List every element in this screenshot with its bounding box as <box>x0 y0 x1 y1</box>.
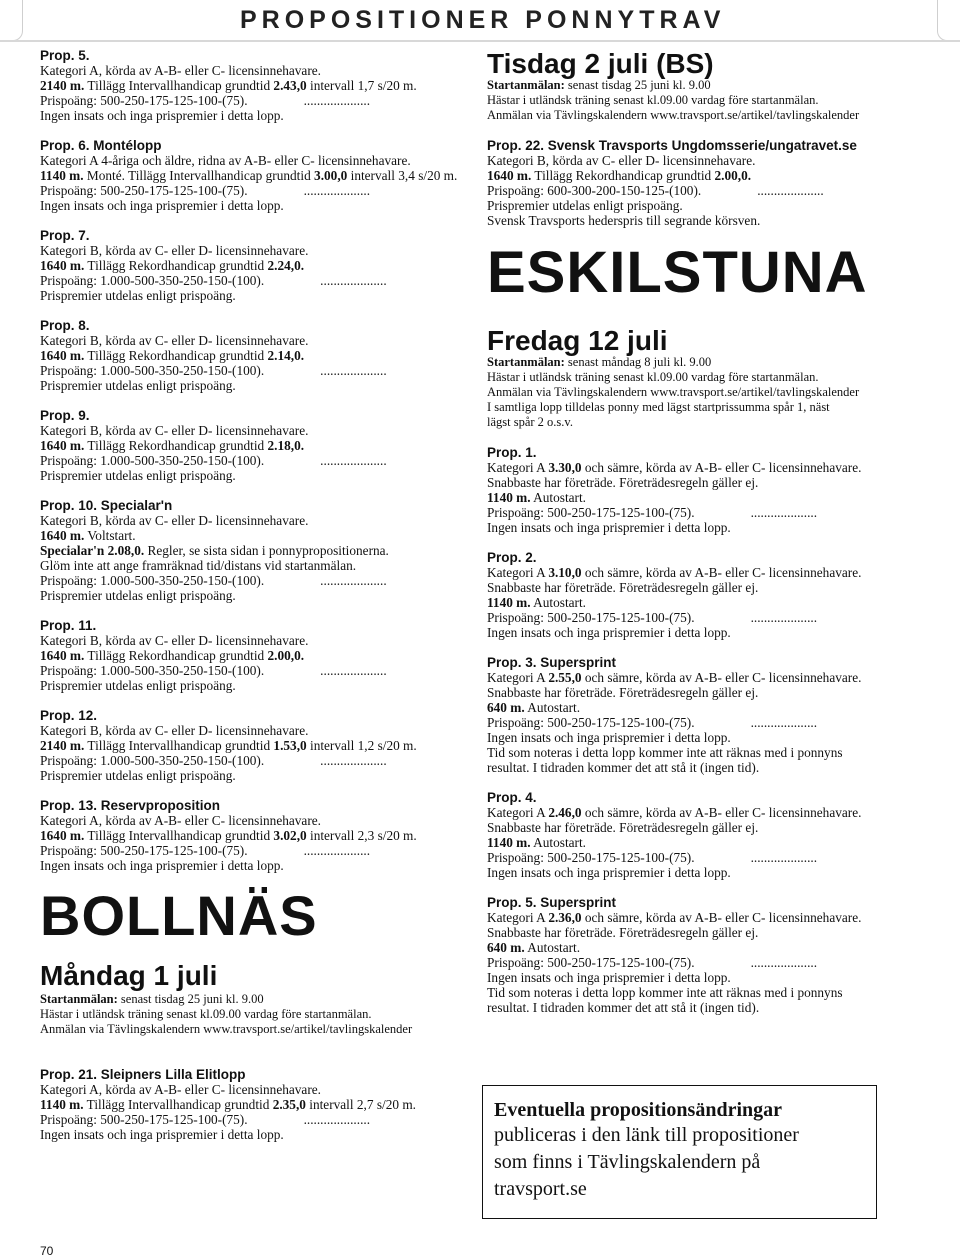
prop-line: Prispremier utdelas enligt prispoäng. <box>40 768 236 783</box>
prop-line: Prispremier utdelas enligt prispoäng. <box>40 678 236 693</box>
dots-leader: .................... <box>320 753 387 768</box>
prop-line: Kategori B, körda av C- eller D- licensinnehavare. <box>40 333 309 348</box>
city-heading-eskilstuna: ESKILSTUNA <box>487 240 868 305</box>
prop-line: Prispremier utdelas enligt prispoäng. <box>40 588 236 603</box>
prop-line: Kategori B, körda av C- eller D- licensinnehavare. <box>40 513 309 528</box>
prop-line: Kategori A 3.30,0 och sämre, körda av A-B- eller C- licensinnehavare. <box>487 460 862 475</box>
info-line: lägst spår 2 o.s.v. <box>487 415 573 429</box>
prop-line: Snabbaste har företräde. Företrädesregeln gäller ej. <box>487 820 759 835</box>
prop-line: Prispoäng: 500-250-175-125-100-(75). .................... <box>40 1112 371 1127</box>
right-race-info-1 <box>487 78 927 123</box>
prop-line: Kategori B, körda av C- eller D- licensinnehavare. <box>40 633 309 648</box>
left-race-info <box>40 992 460 1037</box>
info-line: Startanmälan: senast tisdag 25 juni kl. 9.00 <box>487 78 711 92</box>
prop-line: Ingen insats och inga prispremier i detta lopp. <box>40 198 284 213</box>
prop-title: Prop. 9. <box>40 408 90 423</box>
prop-line: Prispoäng: 600-300-200-150-125-(100). .................... <box>487 183 824 198</box>
notice-line: som finns i Tävlingskalendern på <box>494 1151 761 1173</box>
city-heading-bollnas: BOLLNÄS <box>40 884 318 947</box>
info-line: Startanmälan: senast måndag 8 juli kl. 9.00 <box>487 355 712 369</box>
prop-line: Ingen insats och inga prispremier i detta lopp. <box>487 865 731 880</box>
proposition <box>487 790 927 880</box>
prop-line: Snabbaste har företräde. Företrädesregeln gäller ej. <box>487 685 759 700</box>
proposition <box>40 408 460 483</box>
prop-line: 1640 m. Voltstart. <box>40 528 136 543</box>
prop-line: 1640 m. Tillägg Intervallhandicap grundtid 3.02,0 intervall 2,3 s/20 m. <box>40 828 417 843</box>
prop-line: Ingen insats och inga prispremier i detta lopp. <box>487 520 731 535</box>
notice-title: Eventuella propositionsändringar <box>494 1099 783 1121</box>
dots-leader: .................... <box>750 715 818 730</box>
prop-line: 640 m. Autostart. <box>487 700 581 715</box>
prop-line: Prispoäng: 1.000-500-350-250-150-(100). .................... <box>40 663 387 678</box>
prop-line: Kategori A 2.55,0 och sämre, körda av A-B- eller C- licensinnehavare. <box>487 670 862 685</box>
proposition <box>40 618 460 693</box>
prop-line: 1140 m. Tillägg Intervallhandicap grundtid 2.35,0 intervall 2,7 s/20 m. <box>40 1097 416 1112</box>
info-line: Hästar i utländsk träning senast kl.09.00 vardag före startanmälan. <box>487 370 819 384</box>
prop-line: Specialar'n 2.08,0. Regler, se sista sidan i ponnypropositionerna. <box>40 543 389 558</box>
prop-line: Prispoäng: 500-250-175-125-100-(75). .................... <box>40 843 371 858</box>
right-propositions <box>487 445 927 1015</box>
proposition <box>487 445 927 535</box>
prop-title: Prop. 2. <box>487 550 537 565</box>
prop-line: Kategori A 3.10,0 och sämre, körda av A-B- eller C- licensinnehavare. <box>487 565 862 580</box>
prop-line: Prispoäng: 500-250-175-125-100-(75). .................... <box>487 850 818 865</box>
dots-leader: .................... <box>303 1112 371 1127</box>
prop-title: Prop. 8. <box>40 318 90 333</box>
prop-line: Prispoäng: 1.000-500-350-250-150-(100). .................... <box>40 573 387 588</box>
prop-line: Snabbaste har företräde. Företrädesregeln gäller ej. <box>487 925 759 940</box>
prop-line: Ingen insats och inga prispremier i detta lopp. <box>487 730 731 745</box>
prop-line: resultat. I tidraden kommer det att stå it (ingen tid). <box>487 1000 760 1015</box>
prop-title: Prop. 22. Svensk Travsports Ungdomsserie/ungatravet.se <box>487 138 857 153</box>
info-line: Anmälan via Tävlingskalendern www.travsport.se/artikel/tavlingskalender <box>487 108 860 122</box>
prop-line: Prispoäng: 1.000-500-350-250-150-(100). .................... <box>40 363 387 378</box>
proposition <box>487 895 927 1015</box>
prop-21 <box>40 1067 460 1142</box>
prop-line: Prispoäng: 500-250-175-125-100-(75). .................... <box>40 93 371 108</box>
proposition <box>40 48 460 123</box>
prop-line: 1140 m. Monté. Tillägg Intervallhandicap grundtid 3.00,0 intervall 3,4 s/20 m. <box>40 168 458 183</box>
info-line: I samtliga lopp tilldelas ponny med lägst startprissumma spår 1, näst <box>487 400 830 414</box>
right-column <box>487 48 927 1030</box>
info-start-text: senast tisdag 25 juni kl. 9.00 <box>120 992 264 1006</box>
dots-leader: .................... <box>303 183 371 198</box>
prop-line: 1140 m. Autostart. <box>487 490 586 505</box>
day-heading-fredag: Fredag 12 juli <box>487 325 668 356</box>
prop-line: 2140 m. Tillägg Intervallhandicap grundtid 1.53,0 intervall 1,2 s/20 m. <box>40 738 417 753</box>
prop-title: Prop. 5. <box>40 48 90 63</box>
prop-line: Prispoäng: 500-250-175-125-100-(75). .................... <box>40 183 371 198</box>
dots-leader: .................... <box>750 955 818 970</box>
prop-line: Kategori A 2.36,0 och sämre, körda av A-B- eller C- licensinnehavare. <box>487 910 862 925</box>
prop-22 <box>487 138 927 228</box>
prop-line: Ingen insats och inga prispremier i detta lopp. <box>487 625 731 640</box>
header-corner-right <box>937 0 960 41</box>
prop-title: Prop. 7. <box>40 228 90 243</box>
prop-line: Prispremier utdelas enligt prispoäng. <box>40 378 236 393</box>
prop-line: Kategori B, körda av C- eller D- licensinnehavare. <box>40 243 309 258</box>
proposition <box>487 550 927 640</box>
prop-line: Kategori B, körda av C- eller D- licensinnehavare. <box>40 723 309 738</box>
prop-line: Ingen insats och inga prispremier i detta lopp. <box>40 108 284 123</box>
prop-line: Tid som noteras i detta lopp kommer inte att räknas med i ponnyns <box>487 985 843 1000</box>
prop-line: Kategori A 4-åriga och äldre, ridna av A-B- eller C- licensinnehavare. <box>40 153 411 168</box>
prop-line: 640 m. Autostart. <box>487 940 581 955</box>
prop-line: 2140 m. Tillägg Intervallhandicap grundtid 2.43,0 intervall 1,7 s/20 m. <box>40 78 417 93</box>
prop-line: resultat. I tidraden kommer det att stå it (ingen tid). <box>487 760 760 775</box>
notice-box <box>482 1085 877 1219</box>
info-line: Hästar i utländsk träning senast kl.09.00 vardag före startanmälan. <box>40 1007 372 1021</box>
proposition <box>40 138 460 213</box>
left-propositions <box>40 48 460 873</box>
prop-line: Prispoäng: 500-250-175-125-100-(75). .................... <box>487 505 818 520</box>
prop-title: Prop. 10. Specialar'n <box>40 498 173 513</box>
prop-line: Snabbaste har företräde. Företrädesregeln gäller ej. <box>487 475 759 490</box>
dots-leader: .................... <box>320 453 387 468</box>
prop-title: Prop. 6. Montélopp <box>40 138 162 153</box>
prop-title: Prop. 12. <box>40 708 98 723</box>
prop-title: Prop. 1. <box>487 445 537 460</box>
prop-line: Snabbaste har företräde. Företrädesregeln gäller ej. <box>487 580 759 595</box>
dots-leader: .................... <box>303 93 371 108</box>
prop-title: Prop. 11. <box>40 618 97 633</box>
notice-line: travsport.se <box>494 1178 587 1200</box>
prop-line: Tid som noteras i detta lopp kommer inte att räknas med i ponnyns <box>487 745 843 760</box>
dots-leader: .................... <box>320 663 387 678</box>
dots-leader: .................... <box>320 363 387 378</box>
prop-line: Ingen insats och inga prispremier i detta lopp. <box>487 970 731 985</box>
info-line: Anmälan via Tävlingskalendern www.travsport.se/artikel/tavlingskalender <box>40 1022 413 1036</box>
day-heading-mandag: Måndag 1 juli <box>40 960 218 991</box>
prop-line: Prispremier utdelas enligt prispoäng. <box>40 468 236 483</box>
prop-line: Prispoäng: 1.000-500-350-250-150-(100). .................... <box>40 753 387 768</box>
prop-line: 1640 m. Tillägg Rekordhandicap grundtid 2.00,0. <box>40 648 305 663</box>
notice-line: publiceras i den länk till propositioner <box>494 1124 799 1146</box>
prop-line: Kategori A 2.46,0 och sämre, körda av A-B- eller C- licensinnehavare. <box>487 805 862 820</box>
dots-leader: .................... <box>320 273 387 288</box>
prop-title: Prop. 3. Supersprint <box>487 655 617 670</box>
proposition <box>40 228 460 303</box>
right-race-info-2 <box>487 355 927 430</box>
header-divider <box>0 40 960 42</box>
day-heading-tisdag: Tisdag 2 juli (BS) <box>487 48 714 79</box>
dots-leader: .................... <box>750 850 818 865</box>
left-column <box>40 48 460 1157</box>
prop-line: Prispremier utdelas enligt prispoäng. <box>40 288 236 303</box>
prop-line: Ingen insats och inga prispremier i detta lopp. <box>40 1127 284 1142</box>
prop-line: 1640 m. Tillägg Rekordhandicap grundtid 2.14,0. <box>40 348 305 363</box>
dots-leader: .................... <box>750 610 818 625</box>
header-corner-left <box>0 0 23 41</box>
prop-line: Kategori A, körda av A-B- eller C- licensinnehavare. <box>40 813 321 828</box>
proposition <box>40 318 460 393</box>
prop-line: Prispoäng: 500-250-175-125-100-(75). .................... <box>487 715 818 730</box>
prop-line: Kategori A, körda av A-B- eller C- licensinnehavare. <box>40 1082 321 1097</box>
prop-title: Prop. 4. <box>487 790 537 805</box>
prop-line: Prispoäng: 500-250-175-125-100-(75). .................... <box>487 955 818 970</box>
prop-line: 1140 m. Autostart. <box>487 835 586 850</box>
prop-title: Prop. 21. Sleipners Lilla Elitlopp <box>40 1067 246 1082</box>
dots-leader: .................... <box>757 183 824 198</box>
page-header <box>0 0 960 44</box>
info-line <box>40 992 460 1007</box>
proposition <box>40 708 460 783</box>
proposition <box>487 655 927 775</box>
header-title: PROPOSITIONER PONNYTRAV <box>240 6 726 34</box>
prop-line: Prispoäng: 500-250-175-125-100-(75). .................... <box>487 610 818 625</box>
prop-line: Prispoäng: 1.000-500-350-250-150-(100). .................... <box>40 273 387 288</box>
prop-title: Prop. 13. Reservproposition <box>40 798 221 813</box>
prop-line: Kategori A, körda av A-B- eller C- licensinnehavare. <box>40 63 321 78</box>
dots-leader: .................... <box>303 843 371 858</box>
prop-line: Kategori B, körda av C- eller D- licensinnehavare. <box>40 423 309 438</box>
prop-line: 1640 m. Tillägg Rekordhandicap grundtid 2.00,0. <box>487 168 752 183</box>
prop-line: Prispoäng: 1.000-500-350-250-150-(100). .................... <box>40 453 387 468</box>
page-number: 70 <box>40 1244 54 1258</box>
dots-leader: .................... <box>750 505 818 520</box>
proposition <box>40 498 460 603</box>
info-line: Hästar i utländsk träning senast kl.09.00 vardag före startanmälan. <box>487 93 819 107</box>
prop-title: Prop. 5. Supersprint <box>487 895 617 910</box>
prop-line: Ingen insats och inga prispremier i detta lopp. <box>40 858 284 873</box>
info-line: Anmälan via Tävlingskalendern www.travsport.se/artikel/tavlingskalender <box>487 385 860 399</box>
proposition <box>40 798 460 873</box>
prop-line: 1640 m. Tillägg Rekordhandicap grundtid 2.18,0. <box>40 438 305 453</box>
prop-line: 1140 m. Autostart. <box>487 595 586 610</box>
dots-leader: .................... <box>320 573 387 588</box>
info-start-label: Startanmälan: <box>40 992 118 1006</box>
prop-line: Svensk Travsports hederspris till segrande körsven. <box>487 213 761 228</box>
prop-line: 1640 m. Tillägg Rekordhandicap grundtid 2.24,0. <box>40 258 305 273</box>
prop-line: Kategori B, körda av C- eller D- licensinnehavare. <box>487 153 756 168</box>
prop-line: Glöm inte att ange framräknad tid/distans vid startanmälan. <box>40 558 357 573</box>
prop-line: Prispremier utdelas enligt prispoäng. <box>487 198 683 213</box>
